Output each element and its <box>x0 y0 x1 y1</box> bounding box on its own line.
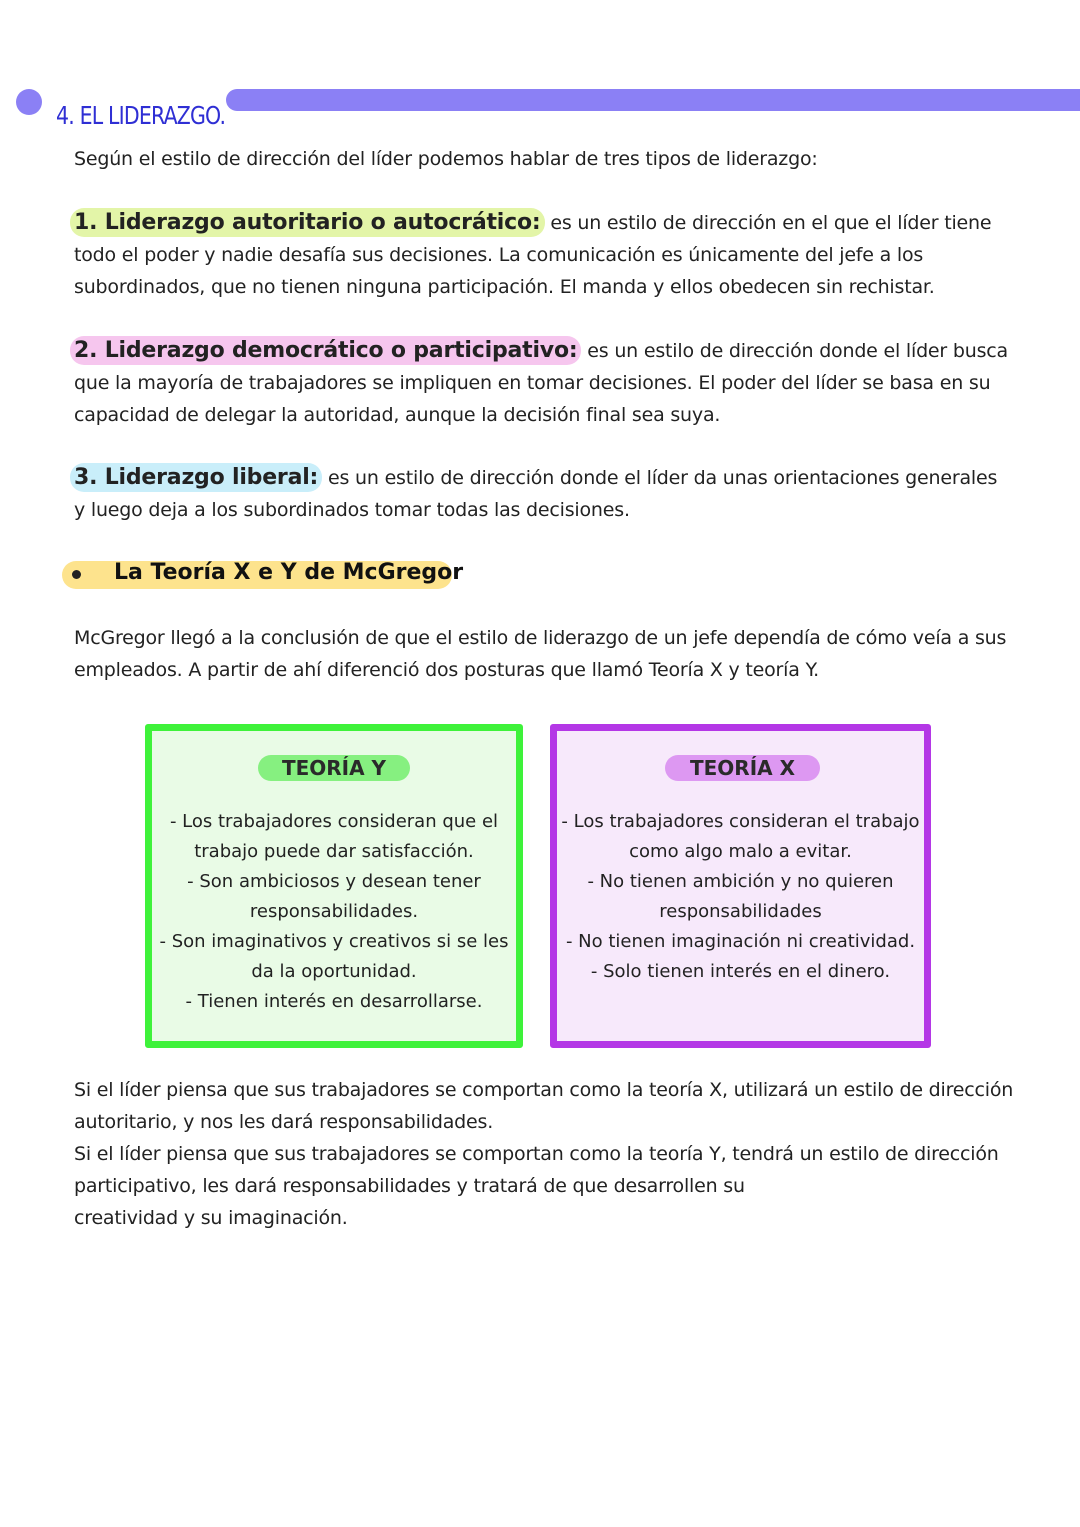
theory-y-line: responsabilidades. <box>249 901 419 922</box>
theory-y-line: - Tienen interés en desarrollarse. <box>185 991 483 1012</box>
conclusion-paragraph <box>74 1074 1014 1234</box>
theory-y-line: - Son ambiciosos y desean tener <box>187 871 481 892</box>
bullet-dot-icon <box>16 89 42 115</box>
theory-y-list <box>152 807 516 1017</box>
mcgregor-heading <box>62 560 464 589</box>
theory-y-line: - Los trabajadores consideran que el <box>169 811 499 832</box>
type-paragraph-3 <box>74 462 1014 526</box>
type-text-1: es un estilo de dirección en el que el líder tiene todo el poder y nadie desafía sus decisiones. La comunicación es únicamente del jefe a los subordinados, que no tienen ninguna participación. El manda y ellos obedecen sin rechistar. <box>74 212 992 298</box>
type-text-3: es un estilo de dirección donde el líder da unas orientaciones generales y luego deja a los subordinados tomar todas las decisiones. <box>74 467 998 521</box>
theory-x-line: - No tienen ambición y no quieren <box>587 871 894 892</box>
theory-y-line: trabajo puede dar satisfacción. <box>194 841 474 862</box>
section-title: 4. EL LIDERAZGO. <box>56 100 226 130</box>
section-header <box>0 82 1080 130</box>
theory-x-line: como algo malo a evitar. <box>629 841 852 862</box>
conclusion-line: Si el líder piensa que sus trabajadores se comportan como la teoría X, utilizará un estilo de dirección <box>74 1079 1014 1101</box>
theory-x-line: - Solo tienen interés en el dinero. <box>590 961 891 982</box>
type-text-2: es un estilo de dirección donde el líder busca que la mayoría de trabajadores se impliquen en tomar decisiones. El poder del líder se basa en su capacidad de delegar la autoridad, aunque la decisión final sea suya. <box>74 340 1008 426</box>
type-paragraph-1 <box>74 207 1014 303</box>
theory-y-line: da la oportunidad. <box>251 961 417 982</box>
type-label-1: 1. Liderazgo autoritario o autocrático: <box>70 208 545 237</box>
mcgregor-heading-text: La Teoría X e Y de McGregor <box>114 560 464 585</box>
theory-y-line: - Son imaginativos y creativos si se les <box>159 931 509 952</box>
theory-y-title: TEORÍA Y <box>258 755 410 781</box>
conclusion-line: creatividad y su imaginación. <box>74 1207 348 1229</box>
theory-y-box <box>145 724 523 1048</box>
theory-x-box <box>550 724 931 1048</box>
mcgregor-paragraph: McGregor llegó a la conclusión de que el estilo de liderazgo de un jefe dependía de cómo veía a sus empleados. A partir de ahí diferenció dos posturas que llamó Teoría X y teoría Y. <box>74 627 1007 681</box>
conclusion-line: Si el líder piensa que sus trabajadores se comportan como la teoría Y, tendrá un estilo de dirección <box>74 1143 999 1165</box>
type-paragraph-2 <box>74 335 1014 431</box>
intro-paragraph: Según el estilo de dirección del líder podemos hablar de tres tipos de liderazgo: <box>74 148 818 170</box>
type-label-3: 3. Liderazgo liberal: <box>70 463 322 492</box>
type-label-2: 2. Liderazgo democrático o participativo: <box>70 336 581 365</box>
header-bar <box>226 89 1080 111</box>
theory-x-title: TEORÍA X <box>665 755 820 781</box>
conclusion-line: participativo, les dará responsabilidades y tratará de que desarrollen su <box>74 1175 745 1197</box>
theory-x-line: - Los trabajadores consideran el trabajo <box>561 811 920 832</box>
theory-x-list <box>557 807 924 987</box>
bullet-icon <box>72 570 81 579</box>
conclusion-line: autoritario, y nos les dará responsabilidades. <box>74 1111 494 1133</box>
theory-x-line: responsabilidades <box>659 901 822 922</box>
theory-x-line: - No tienen imaginación ni creatividad. <box>565 931 916 952</box>
